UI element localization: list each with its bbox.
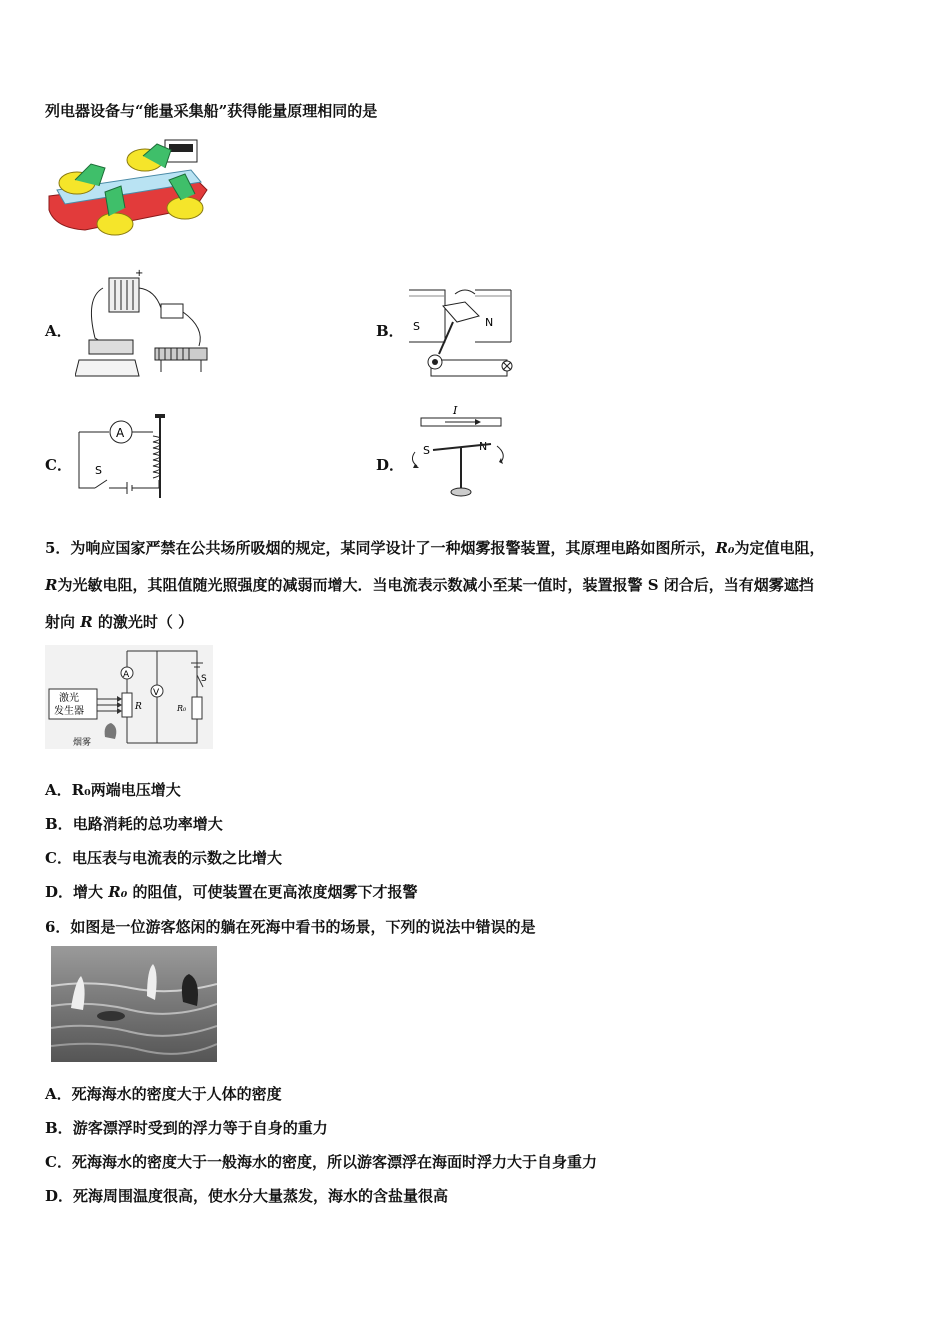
q5-option-d[interactable]: D．增大 R₀ 的阻值，可使装置在更高浓度烟雾下才报警 (45, 883, 418, 901)
q5-stem-line1: 5．为响应国家严禁在公共场所吸烟的规定，某同学设计了一种烟雾报警装置，其原理电路如图所示，R₀为定值电阻， (45, 539, 825, 557)
switch-label: S (201, 674, 207, 684)
q4-option-b-label[interactable]: B． (376, 322, 404, 340)
smoke-alarm-circuit-diagram (45, 645, 213, 749)
q4-option-b-diagram (405, 282, 515, 380)
magnet-s-label: S (413, 320, 420, 333)
q5-option-a[interactable]: A．R₀两端电压增大 (45, 781, 181, 799)
compass-s-label: S (423, 444, 430, 457)
q5-stem-line2: R为光敏电阻，其阻值随光照强度的减弱而增大．当电流表示数减小至某一值时，装置报警 S 闭合后，当有烟雾遮挡 (45, 576, 814, 594)
q4-option-a-label[interactable]: A． (45, 322, 72, 340)
q6-stem: 6．如图是一位游客悠闲的躺在死海中看书的场景，下列的说法中错误的是 (45, 918, 536, 936)
laser-label-2: 发生器 (54, 706, 84, 717)
q5-option-c[interactable]: C．电压表与电流表的示数之比增大 (45, 849, 282, 867)
dead-sea-photo (51, 946, 217, 1062)
laser-label-1: 激光 (59, 693, 79, 704)
q5-stem-line3: 射向 R 的激光时（ ） (45, 613, 194, 631)
q6-option-c[interactable]: C．死海海水的密度大于一般海水的密度，所以游客漂浮在海面时浮力大于自身重力 (45, 1153, 597, 1171)
q6-option-d[interactable]: D．死海周围温度很高，使水分大量蒸发，海水的含盐量很高 (45, 1187, 449, 1205)
energy-ship-illustration (45, 138, 213, 242)
voltmeter-label: V (153, 688, 160, 698)
switch-label: S (95, 464, 102, 477)
ammeter-label: A (123, 670, 130, 680)
q4-option-d-label[interactable]: D． (376, 456, 405, 474)
magnet-n-label: N (485, 316, 494, 329)
q4-option-a-diagram (75, 268, 215, 380)
q4-stem-tail: 列电器设备与“能量采集船”获得能量原理相同的是 (45, 102, 378, 120)
ammeter-label: A (116, 426, 125, 440)
smoke-label: 烟雾 (73, 738, 92, 748)
q6-option-a[interactable]: A．死海海水的密度大于人体的密度 (45, 1085, 282, 1103)
photoresistor-label: R (135, 702, 142, 712)
q4-option-c-label[interactable]: C． (45, 456, 72, 474)
current-label: I (453, 404, 458, 417)
svg-text:+: + (135, 268, 144, 279)
q6-option-b[interactable]: B．游客漂浮时受到的浮力等于自身的重力 (45, 1119, 328, 1137)
q5-option-b[interactable]: B．电路消耗的总功率增大 (45, 815, 223, 833)
compass-n-label: N (479, 440, 488, 453)
fixed-resistor-label: R₀ (177, 704, 187, 713)
q4-option-c-diagram (75, 412, 175, 502)
q4-option-d-diagram (405, 402, 515, 502)
